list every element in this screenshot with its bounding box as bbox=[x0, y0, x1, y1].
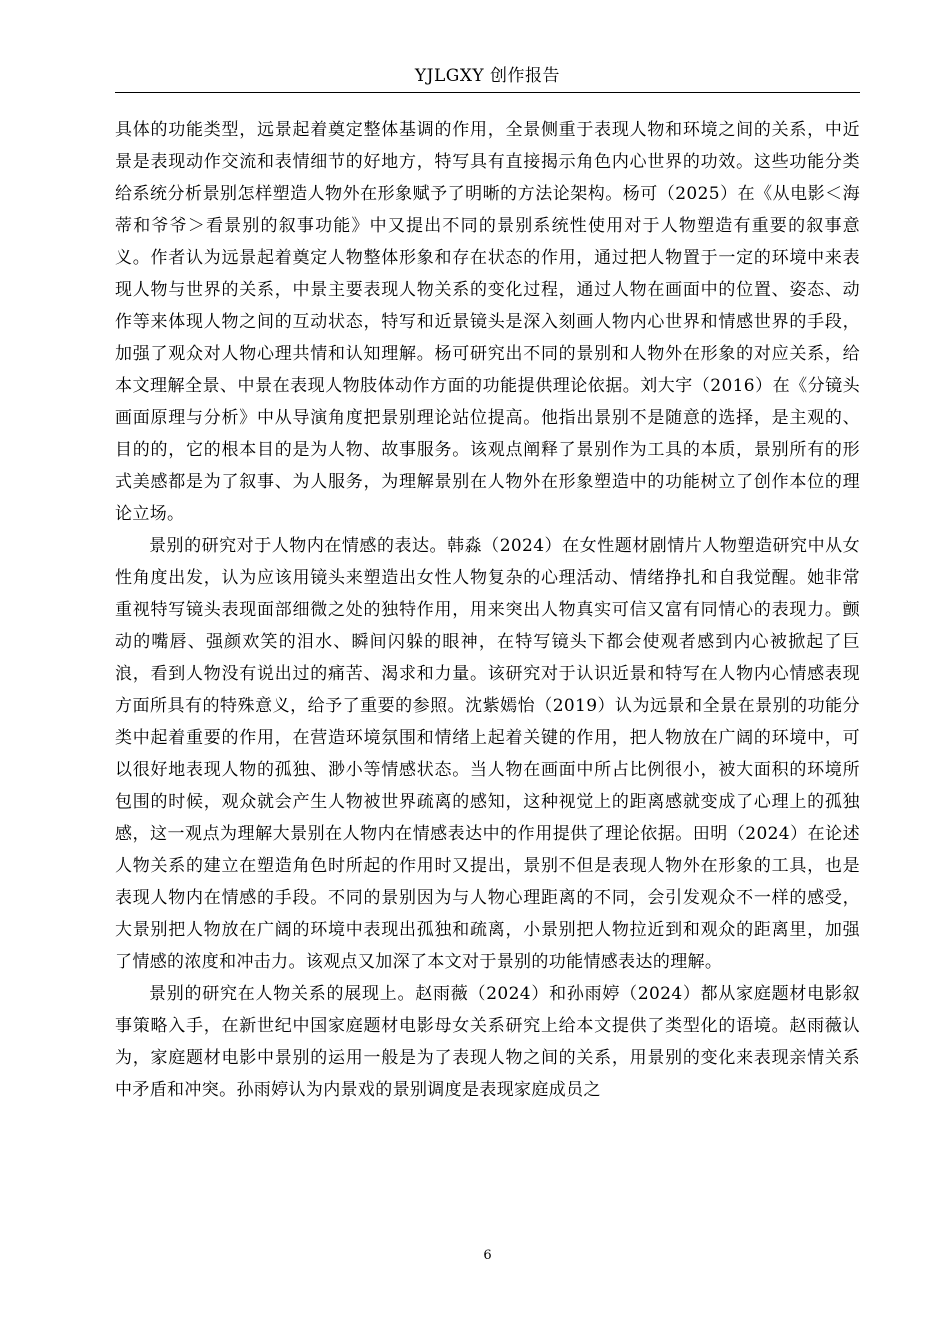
running-header: YJLGXY 创作报告 bbox=[414, 66, 561, 86]
paragraph-continuation: 具体的功能类型，远景起着奠定整体基调的作用，全景侧重于表现人物和环境之间的关系，中近景是表现动作交流和表情细节的好地方，特写具有直接揭示角色内心世界的功效。这些功能分类给系统分析景别怎样塑造人物外在形象赋予了明晰的方法论架构。杨可（2025）在《从电影＜海蒂和爷爷＞看景别的叙事功能》中又提出不同的景别系统性使用对于人物塑造有重要的叙事意义。作者认为远景起着奠定人物整体形象和存在状态的作用，通过把人物置于一定的环境中来表现人物与世界的关系，中景主要表现人物关系的变化过程，通过人物在画面中的位置、姿态、动作等来体现人物之间的互动状态，特写和近景镜头是深入刻画人物内心世界和情感世界的手段，加强了观众对人物心理共情和认知理解。杨可研究出不同的景别和人物外在形象的对应关系，给本文理解全景、中景在表现人物肢体动作方面的功能提供理论依据。刘大宇（2016）在《分镜头画面原理与分析》中从导演角度把景别理论站位提高。他指出景别不是随意的选择，是主观的、目的的，它的根本目的是为人物、故事服务。该观点阐释了景别作为工具的本质，景别所有的形式美感都是为了叙事、为人服务，为理解景别在人物外在形象塑造中的功能树立了创作本位的理论立场。 bbox=[115, 120, 860, 524]
header-divider bbox=[115, 92, 860, 93]
paragraph-emotion-expression: 景别的研究对于人物内在情感的表达。韩淼（2024）在女性题材剧情片人物塑造研究中从女性角度出发，认为应该用镜头来塑造出女性人物复杂的心理活动、情绪挣扎和自我觉醒。她非常重视特写镜头表现面部细微之处的独特作用，用来突出人物真实可信又富有同情心的表现力。颤动的嘴唇、强颜欢笑的泪水、瞬间闪躲的眼神，在特写镜头下都会使观者感到内心被掀起了巨浪，看到人物没有说出过的痛苦、渴求和力量。该研究对于认识近景和特写在人物内心情感表现方面所具有的特殊意义，给予了重要的参照。沈紫嫣怡（2019）认为远景和全景在景别的功能分类中起着重要的作用，在营造环境氛围和情绪上起着关键的作用，把人物放在广阔的环境中，可以很好地表现人物的孤独、渺小等情感状态。当人物在画面中所占比例很小，被大面积的环境所包围的时候，观众就会产生人物被世界疏离的感知，这种视觉上的距离感就变成了心理上的孤独感，这一观点为理解大景别在人物内在情感表达中的作用提供了理论依据。田明（2024）在论述人物关系的建立在塑造角色时所起的作用时又提出，景别不但是表现人物外在形象的工具，也是表现人物内在情感的手段。不同的景别因为与人物心理距离的不同，会引发观众不一样的感受，大景别把人物放在广阔的环境中表现出孤独和疏离，小景别把人物拉近到和观众的距离里，加强了情感的浓度和冲击力。该观点又加深了本文对于景别的功能情感表达的理解。 bbox=[115, 536, 860, 972]
page-number: 6 bbox=[483, 1248, 492, 1263]
body-text bbox=[115, 114, 860, 1106]
paragraph-character-relationships: 景别的研究在人物关系的展现上。赵雨薇（2024）和孙雨婷（2024）都从家庭题材电影叙事策略入手，在新世纪中国家庭题材电影母女关系研究上给本文提供了类型化的语境。赵雨薇认为，家庭题材电影中景别的运用一般是为了表现人物之间的关系，用景别的变化来表现亲情关系中矛盾和冲突。孙雨婷认为内景戏的景别调度是表现家庭成员之 bbox=[115, 984, 860, 1100]
